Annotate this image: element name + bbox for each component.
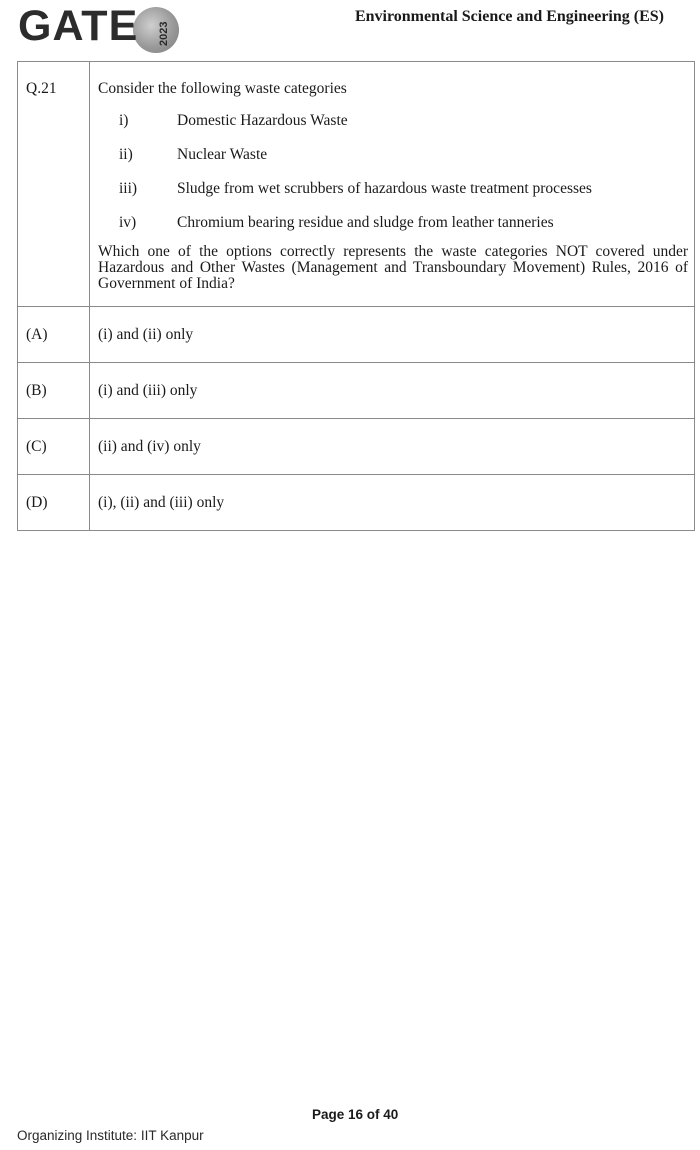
question-prompt: Which one of the options correctly represents the waste categories NOT covered under Hazardous and Other Wastes (Management and Transboundary Movement) Rules, 2016 of Government of India?: [98, 243, 688, 292]
category-numeral: iii): [119, 180, 138, 197]
option-row-d[interactable]: [18, 475, 695, 531]
option-label: (B): [18, 363, 90, 419]
option-label: (A): [18, 307, 90, 363]
category-item: [98, 180, 688, 198]
category-item: [98, 112, 688, 130]
category-text: Chromium bearing residue and sludge from leather tanneries: [177, 214, 554, 231]
question-stem: Consider the following waste categories: [98, 80, 347, 97]
logo-text: GATE: [18, 2, 139, 50]
question-row: [18, 62, 695, 307]
organizing-institute: Organizing Institute: IIT Kanpur: [17, 1128, 204, 1143]
option-text: (i) and (ii) only: [90, 307, 695, 363]
logo-year: 2023: [158, 21, 170, 46]
option-text: (i), (ii) and (iii) only: [90, 475, 695, 531]
category-text: Sludge from wet scrubbers of hazardous waste treatment processes: [177, 180, 592, 197]
category-numeral: ii): [119, 146, 133, 163]
globe-icon: [133, 7, 179, 53]
category-numeral: iv): [119, 214, 137, 231]
question-table: [17, 61, 695, 531]
option-text: (i) and (iii) only: [90, 363, 695, 419]
gate-logo: [18, 2, 170, 50]
category-numeral: i): [119, 112, 129, 129]
option-row-c[interactable]: [18, 419, 695, 475]
question-body: [90, 62, 695, 307]
subject-title: Environmental Science and Engineering (ES): [354, 8, 664, 25]
option-text: (ii) and (iv) only: [90, 419, 695, 475]
option-row-a[interactable]: [18, 307, 695, 363]
category-text: Nuclear Waste: [177, 146, 268, 163]
question-number: Q.21: [18, 62, 90, 307]
option-row-b[interactable]: [18, 363, 695, 419]
category-text: Domestic Hazardous Waste: [177, 112, 348, 129]
category-item: [98, 146, 688, 164]
option-label: (D): [18, 475, 90, 531]
option-label: (C): [18, 419, 90, 475]
category-item: [98, 214, 688, 232]
page-number: Page 16 of 40: [312, 1107, 399, 1122]
